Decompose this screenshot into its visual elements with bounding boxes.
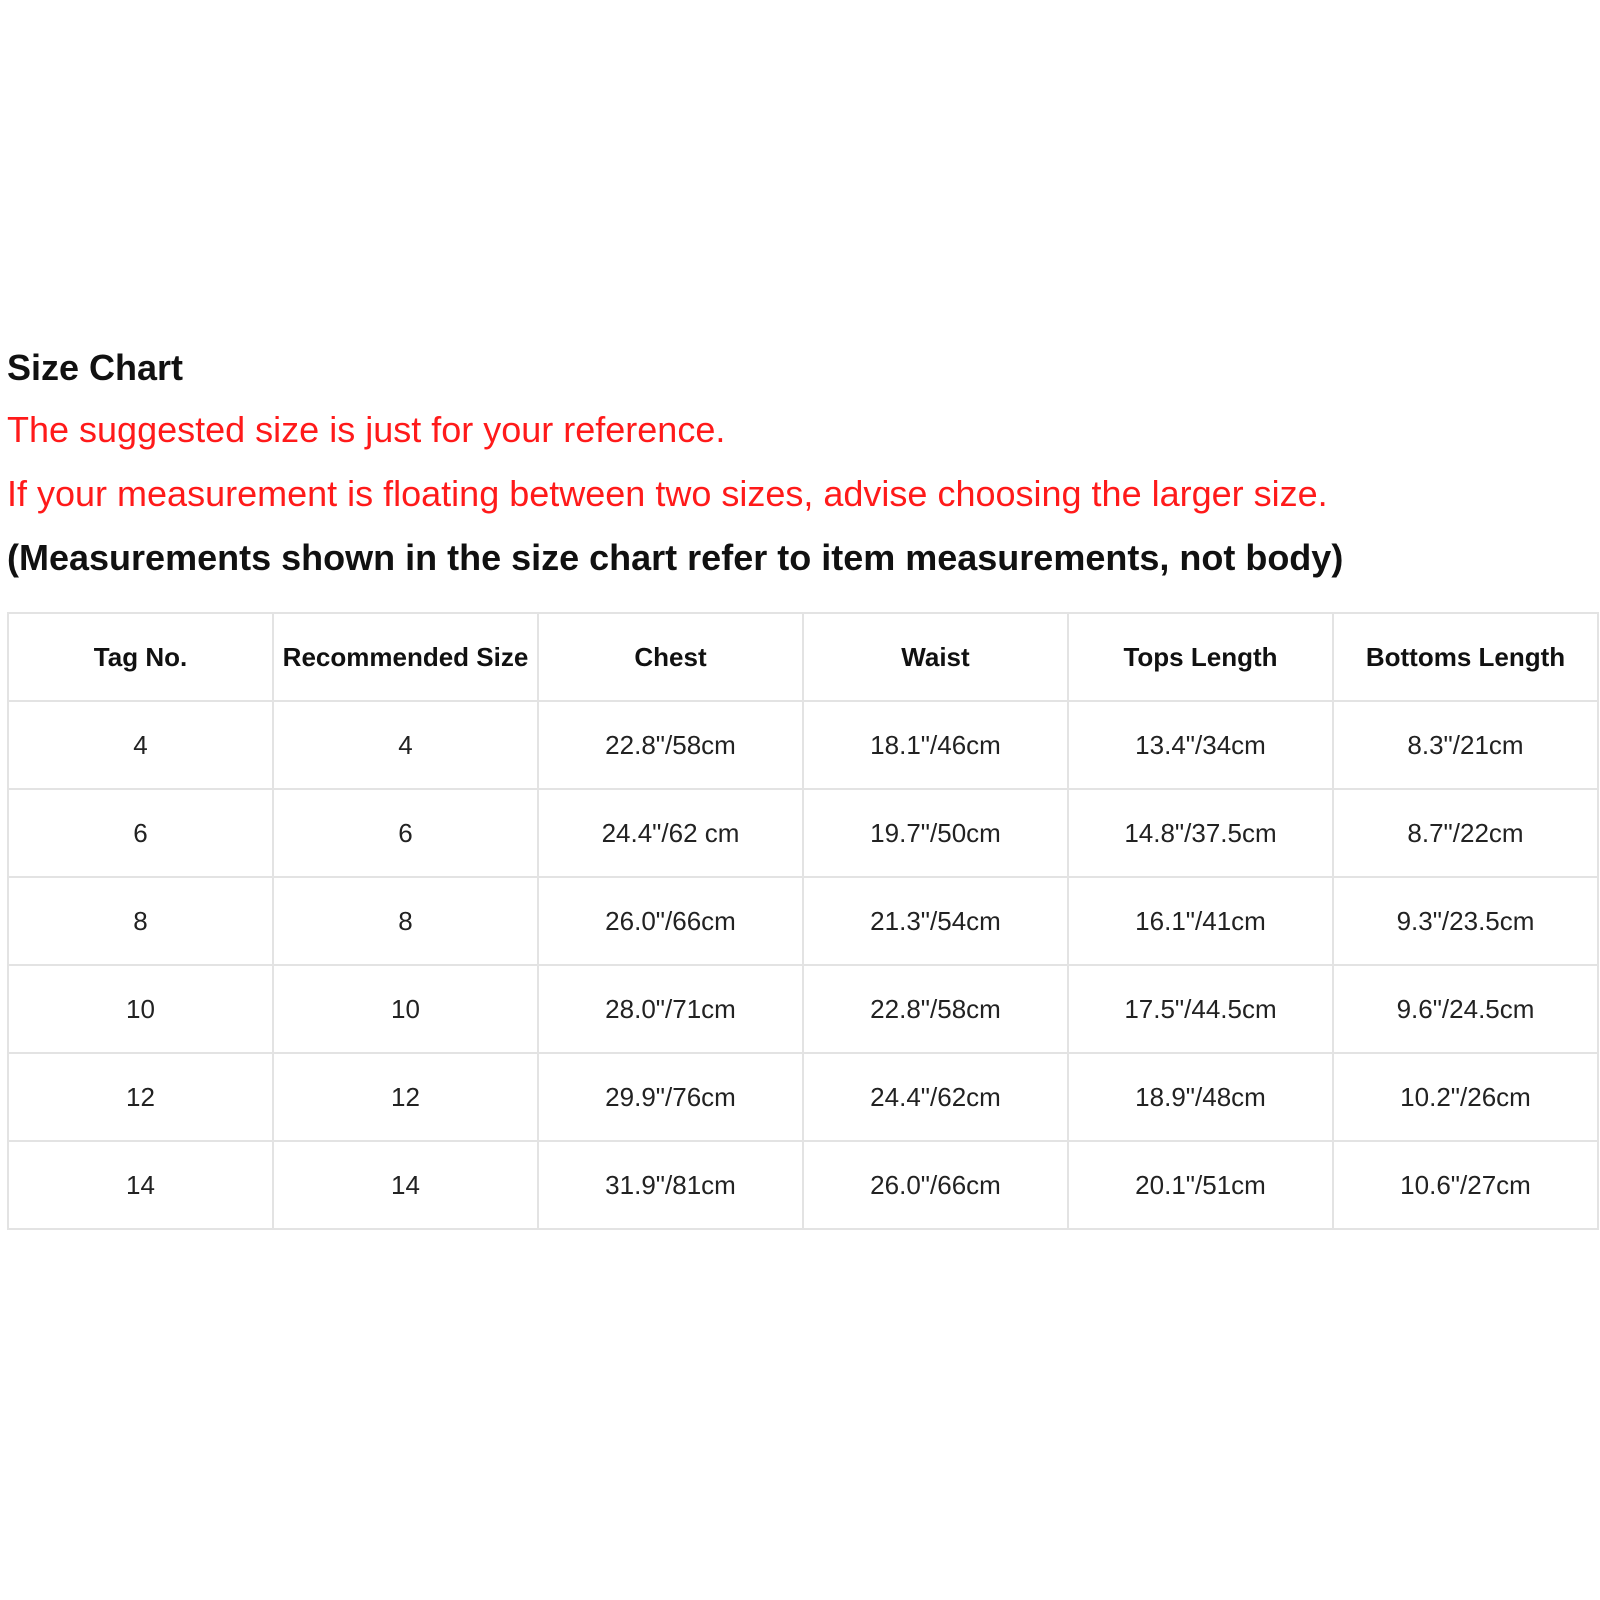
table-row: [8, 1053, 1598, 1141]
table-cell: 4: [8, 701, 273, 789]
table-cell: 9.3"/23.5cm: [1333, 877, 1598, 965]
table-cell: 24.4"/62 cm: [538, 789, 803, 877]
table-row: [8, 965, 1598, 1053]
column-header-tag-no: Tag No.: [8, 613, 273, 701]
table-row: [8, 877, 1598, 965]
reference-note: The suggested size is just for your reference.: [7, 409, 726, 450]
measurement-note: (Measurements shown in the size chart refer to item measurements, not body): [7, 537, 1344, 578]
table-header-row: [8, 613, 1598, 701]
size-chart-section: [7, 347, 1597, 1200]
sizing-advice-note: If your measurement is floating between two sizes, advise choosing the larger size.: [7, 473, 1328, 514]
table-row: [8, 1141, 1598, 1229]
table-cell: 4: [273, 701, 538, 789]
table-cell: 17.5"/44.5cm: [1068, 965, 1333, 1053]
table-cell: 12: [8, 1053, 273, 1141]
table-cell: 10: [273, 965, 538, 1053]
page-title: Size Chart: [7, 347, 184, 388]
table-cell: 22.8"/58cm: [803, 965, 1068, 1053]
table-cell: 14.8"/37.5cm: [1068, 789, 1333, 877]
table-cell: 14: [273, 1141, 538, 1229]
table-cell: 8: [8, 877, 273, 965]
table-cell: 22.8"/58cm: [538, 701, 803, 789]
table-cell: 24.4"/62cm: [803, 1053, 1068, 1141]
table-cell: 8.3"/21cm: [1333, 701, 1598, 789]
table-cell: 8: [273, 877, 538, 965]
table-cell: 13.4"/34cm: [1068, 701, 1333, 789]
column-header-tops-length: Tops Length: [1068, 613, 1333, 701]
table-cell: 14: [8, 1141, 273, 1229]
table-cell: 31.9"/81cm: [538, 1141, 803, 1229]
table-cell: 10.2"/26cm: [1333, 1053, 1598, 1141]
table-cell: 19.7"/50cm: [803, 789, 1068, 877]
table-cell: 18.9"/48cm: [1068, 1053, 1333, 1141]
table-cell: 6: [273, 789, 538, 877]
table-row: [8, 789, 1598, 877]
column-header-recommended-size: Recommended Size: [273, 613, 538, 701]
table-cell: 8.7"/22cm: [1333, 789, 1598, 877]
table-cell: 18.1"/46cm: [803, 701, 1068, 789]
table-cell: 21.3"/54cm: [803, 877, 1068, 965]
column-header-bottoms-length: Bottoms Length: [1333, 613, 1598, 701]
table-row: [8, 701, 1598, 789]
column-header-chest: Chest: [538, 613, 803, 701]
table-cell: 16.1"/41cm: [1068, 877, 1333, 965]
table-cell: 12: [273, 1053, 538, 1141]
table-cell: 9.6"/24.5cm: [1333, 965, 1598, 1053]
table-cell: 10.6"/27cm: [1333, 1141, 1598, 1229]
table-cell: 26.0"/66cm: [803, 1141, 1068, 1229]
table-cell: 29.9"/76cm: [538, 1053, 803, 1141]
table-cell: 6: [8, 789, 273, 877]
table-cell: 10: [8, 965, 273, 1053]
table-cell: 28.0"/71cm: [538, 965, 803, 1053]
size-table: [7, 612, 1599, 1230]
table-cell: 26.0"/66cm: [538, 877, 803, 965]
table-cell: 20.1"/51cm: [1068, 1141, 1333, 1229]
column-header-waist: Waist: [803, 613, 1068, 701]
